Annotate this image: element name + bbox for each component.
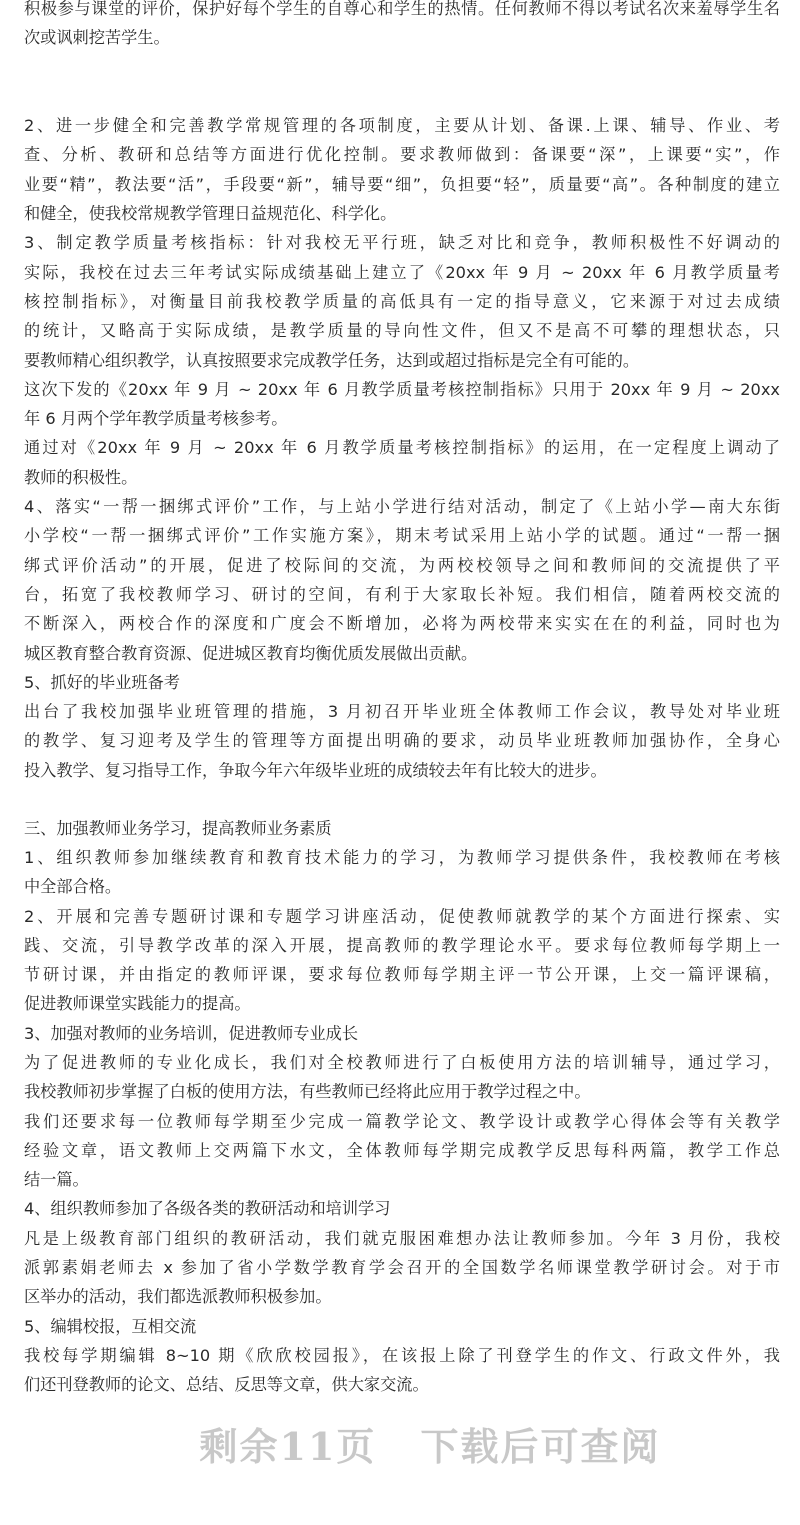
text-line: 3、制定教学质量考核指标：针对我校无平行班，缺乏对比和竞争，教师积极性不好调动的 [24, 233, 780, 253]
text-line: 三、加强教师业务学习，提高教师业务素质 [24, 818, 332, 838]
paragraph [24, 433, 780, 492]
text-line: 要教师精心组织教学，认真按照要求完成教学任务，达到或超过指标是完全有可能的。 [24, 350, 640, 370]
paragraph [24, 375, 780, 434]
paragraph [24, 668, 780, 697]
paragraph [24, 814, 780, 843]
paragraph [24, 1194, 780, 1223]
paragraph [24, 697, 780, 785]
text-line: 城区教育整合教育资源、促进城区教育均衡优质发展做出贡献。 [24, 643, 478, 663]
text-line: 和健全，使我校常规教学管理日益规范化、科学化。 [24, 204, 397, 224]
text-line: 促进教师课堂实践能力的提高。 [24, 994, 251, 1014]
text-line: 节研讨课，并由指定的教师评课，要求每位教师每学期主评一节公开课，上交一篇评课稿， [24, 965, 780, 985]
text-line: 凡是上级教育部门组织的教研活动，我们就克服困难想办法让教师参加。今年 3 月份，我校 [24, 1228, 780, 1248]
text-line: 4、组织教师参加了各级各类的教研活动和培训学习 [24, 1199, 391, 1219]
paragraph [24, 492, 780, 668]
text-line: 为了促进教师的专业化成长，我们对全校教师进行了白板使用方法的培训辅导，通过学习， [24, 1052, 780, 1072]
paragraph [24, 228, 780, 374]
text-line: 经验文章，语文教师上交两篇下水文，全体教师每学期完成教学反思每科两篇，教学工作总 [24, 1140, 780, 1160]
text-line: 结一篇。 [24, 1170, 89, 1190]
text-line: 2、进一步健全和完善教学常规管理的各项制度，主要从计划、备课.上课、辅导、作业、考 [24, 116, 780, 136]
text-line: 中全部合格。 [24, 877, 122, 897]
text-line: 我校教师初步掌握了白板的使用方法，有些教师已经将此应用于教学过程之中。 [24, 1082, 591, 1102]
paragraph [24, 0, 780, 53]
text-line: 教师的积极性。 [24, 467, 138, 487]
paragraph [24, 843, 780, 902]
text-line: 查、分析、教研和总结等方面进行优化控制。要求教师做到：备课要“深”，上课要“实”，作 [24, 145, 780, 165]
text-line: 区举办的活动，我们都选派教师积极参加。 [24, 1287, 332, 1307]
text-line: 台，拓宽了我校教师学习、研讨的空间，有利于大家取长补短。我们相信，随着两校交流的 [24, 584, 780, 604]
paragraph [24, 1341, 780, 1400]
remaining-pages-label: 剩余11页 [199, 1424, 377, 1469]
text-line: 年 6 月两个学年教学质量考核参考。 [24, 409, 288, 429]
text-line: 出台了我校加强毕业班管理的措施，3 月初召开毕业班全体教师工作会议，教导处对毕业班 [24, 702, 780, 722]
text-line: 我校每学期编辑 8~10 期《欣欣校园报》，在该报上除了刊登学生的作文、行政文件外，我 [24, 1345, 780, 1365]
text-line: 的教学、复习迎考及学生的管理等方面提出明确的要求，动员毕业班教师加强协作，全身心 [24, 731, 780, 751]
text-line: 积极参与课堂的评价，保护好每个学生的自尊心和学生的热情。任何教师不得以考试名次来羞辱学生名 [24, 0, 780, 18]
paragraph [24, 1224, 780, 1312]
paragraph [24, 1048, 780, 1107]
text-line: 践、交流，引导教学改革的深入开展，提高教师的教学理论水平。要求每位教师每学期上一 [24, 935, 780, 955]
text-line: 通过对《20xx 年 9 月 ~ 20xx 年 6 月教学质量考核控制指标》的运用，在一定程度上调动了 [24, 438, 780, 458]
text-line: 业要“精”，教法要“活”，手段要“新”，辅导要“细”，负担要“轻”，质量要“高”。各种制度的建立 [24, 174, 780, 194]
paragraph [24, 111, 780, 228]
download-banner[interactable] [0, 1416, 800, 1471]
text-line: 这次下发的《20xx 年 9 月 ~ 20xx 年 6 月教学质量考核控制指标》只用于 20xx 年 9 月 ~ 20xx [24, 379, 780, 399]
text-line: 5、编辑校报，互相交流 [24, 1316, 197, 1336]
text-line: 1、组织教师参加继续教育和教育技术能力的学习，为教师学习提供条件，我校教师在考核 [24, 847, 780, 867]
text-line: 次或讽刺挖苦学生。 [24, 28, 170, 48]
text-line: 们还刊登教师的论文、总结、反思等文章，供大家交流。 [24, 1375, 429, 1395]
section-gap [24, 785, 780, 814]
paragraph [24, 1019, 780, 1048]
paragraph [24, 1107, 780, 1195]
text-line: 核控制指标》，对衡量目前我校教学质量的高低具有一定的指导意义，它来源于对过去成绩 [24, 291, 780, 311]
text-line: 我们还要求每一位教师每学期至少完成一篇教学论文、教学设计或教学心得体会等有关教学 [24, 1111, 780, 1131]
text-line: 绑式评价活动”的开展，促进了校际间的交流，为两校校领导之间和教师间的交流提供了平 [24, 555, 780, 575]
blank-line [24, 53, 780, 82]
text-line: 5、抓好的毕业班备考 [24, 672, 180, 692]
paragraph [24, 1312, 780, 1341]
text-line: 小学校“一帮一捆绑式评价”工作实施方案》，期末考试采用上站小学的试题。通过“一帮一捆 [24, 526, 780, 546]
text-line: 不断深入，两校合作的深度和广度会不断增加，必将为两校带来实实在在的利益，同时也为 [24, 614, 780, 634]
text-line: 实际，我校在过去三年考试实际成绩基础上建立了《20xx 年 9 月 ~ 20xx 年 6 月教学质量考 [24, 262, 780, 282]
text-line: 投入教学、复习指导工作，争取今年六年级毕业班的成绩较去年有比较大的进步。 [24, 760, 607, 780]
text-line: 2、开展和完善专题研讨课和专题学习讲座活动，促使教师就教学的某个方面进行探索、实 [24, 906, 780, 926]
document-body [24, 0, 780, 1400]
text-line: 派郭素娟老师去 x 参加了省小学数学教育学会召开的全国数学名师课堂教学研讨会。对于市 [24, 1258, 780, 1278]
text-line: 的统计，又略高于实际成绩，是教学质量的导向性文件，但又不是高不可攀的理想状态，只 [24, 321, 780, 341]
text-line: 4、落实“一帮一捆绑式评价”工作，与上站小学进行结对活动，制定了《上站小学—南大东街 [24, 497, 780, 517]
download-hint-label: 下载后可查阅 [420, 1424, 661, 1469]
text-line: 3、加强对教师的业务培训，促进教师专业成长 [24, 1023, 359, 1043]
blank-line [24, 82, 780, 111]
paragraph [24, 902, 780, 1019]
